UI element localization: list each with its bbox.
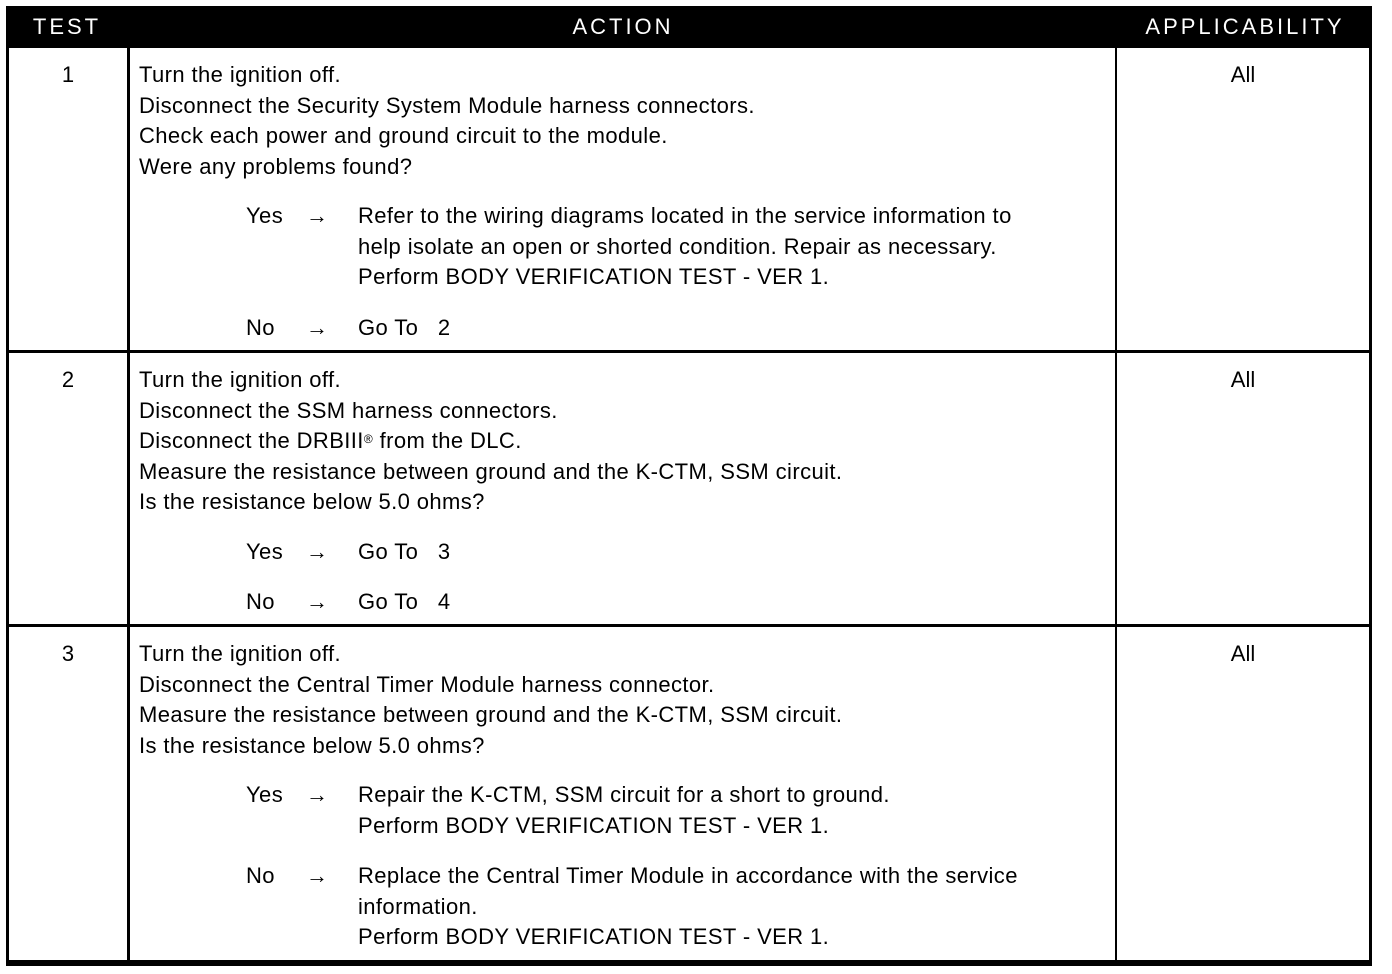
action-cell	[130, 48, 1115, 350]
step-line	[139, 426, 1115, 457]
registered-mark: ®	[363, 432, 374, 446]
step-line: Disconnect the SSM harness connectors.	[139, 397, 558, 423]
test-number: 3	[9, 627, 127, 960]
response-label: No	[246, 863, 275, 888]
response-line: Perform BODY VERIFICATION TEST - VER 1.	[358, 812, 830, 838]
applicability-value: All	[1117, 627, 1369, 960]
response-label: Yes	[246, 782, 284, 807]
arrow-right-icon: →	[306, 203, 329, 228]
arrow-right-icon: →	[306, 314, 329, 340]
step-line: Disconnect the Central Timer Module harness connector.	[139, 671, 715, 697]
response-label: No	[246, 314, 275, 340]
arrow-right-icon: →	[306, 589, 329, 614]
response-line: Replace the Central Timer Module in accordance with the service	[358, 863, 1018, 888]
header-applicability: APPLICABILITY	[1145, 14, 1345, 39]
arrow-right-icon: →	[306, 782, 329, 807]
step-line: Is the resistance below 5.0 ohms?	[139, 732, 485, 758]
header-test: TEST	[32, 14, 102, 39]
response-line: Go To 3	[358, 538, 451, 564]
response-line: Refer to the wiring diagrams located in the service information to	[358, 203, 1012, 228]
step-text: Disconnect the DRBIII	[139, 428, 364, 453]
step-line: Disconnect the Security System Module harness connectors.	[139, 92, 755, 118]
table-header	[6, 6, 1372, 48]
step-text-suffix: from the DLC.	[373, 428, 522, 453]
step-line: Turn the ignition off.	[139, 62, 342, 87]
test-number: 1	[9, 48, 127, 350]
response-line: Go To 2	[358, 314, 451, 340]
arrow-right-icon: →	[306, 538, 329, 564]
response-no	[139, 587, 1115, 618]
response-line: Perform BODY VERIFICATION TEST - VER 1.	[358, 264, 830, 289]
response-label: No	[246, 589, 275, 614]
arrow-right-icon: →	[306, 863, 329, 888]
response-line: Perform BODY VERIFICATION TEST - VER 1.	[358, 924, 830, 949]
applicability-value: All	[1117, 353, 1369, 624]
action-cell	[130, 627, 1115, 960]
step-line: Check each power and ground circuit to the module.	[139, 123, 668, 148]
test-number: 2	[9, 353, 127, 624]
response-yes	[139, 201, 1115, 293]
action-cell	[130, 353, 1115, 624]
step-line: Were any problems found?	[139, 153, 413, 179]
response-yes	[139, 780, 1115, 841]
response-line: Repair the K-CTM, SSM circuit for a short to ground.	[358, 782, 890, 807]
diagnostic-test-table	[6, 6, 1372, 966]
header-action: ACTION	[572, 14, 674, 39]
response-line: help isolate an open or shorted condition. Repair as necessary.	[358, 233, 997, 259]
response-line: information.	[358, 893, 478, 919]
step-line: Measure the resistance between ground and the K-CTM, SSM circuit.	[139, 702, 843, 727]
step-line: Turn the ignition off.	[139, 641, 342, 666]
response-no	[139, 861, 1115, 953]
response-label: Yes	[246, 538, 284, 564]
response-no	[139, 313, 1115, 344]
response-line: Go To 4	[358, 589, 451, 614]
response-label: Yes	[246, 203, 284, 228]
response-yes	[139, 537, 1115, 568]
step-line: Turn the ignition off.	[139, 367, 342, 392]
step-line: Measure the resistance between ground and the K-CTM, SSM circuit.	[139, 458, 843, 484]
step-line: Is the resistance below 5.0 ohms?	[139, 489, 485, 514]
applicability-value: All	[1117, 48, 1369, 350]
